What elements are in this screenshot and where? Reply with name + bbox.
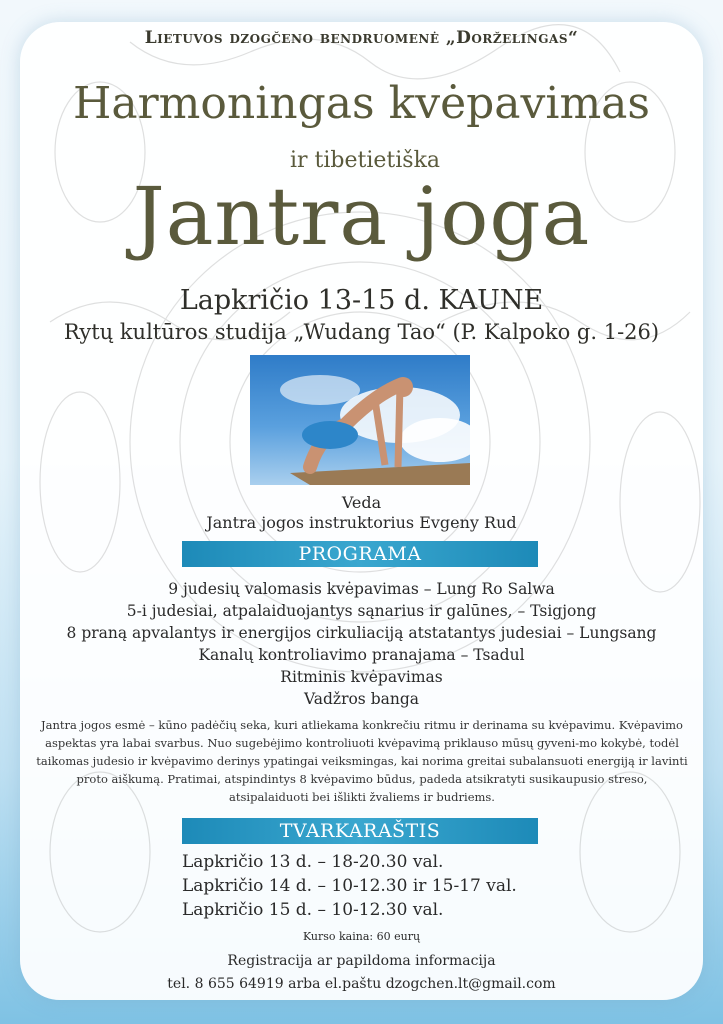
leader-label: Veda — [341, 493, 382, 512]
program-banner: PROGRAMA — [182, 541, 538, 567]
event-venue: Rytų kultūros studija „Wudang Tao“ (P. Kalpoko g. 1-26) — [63, 320, 660, 344]
course-price: Kurso kaina: 60 eurų — [302, 930, 421, 943]
title-yantra-yoga: Jantra joga — [132, 170, 591, 263]
program-item: 8 praną apvalantys ir energijos cirkuliaciją atstatantys judesiai – Lungsang — [66, 624, 657, 642]
program-item: 5-i judesiai, atpalaiduojantys sąnarius ir galūnes, – Tsigjong — [126, 602, 597, 620]
title-harmonious-breathing: Harmoningas kvėpavimas — [73, 78, 650, 129]
event-date-location: Lapkričio 13-15 d. KAUNE — [179, 285, 544, 316]
program-list — [0, 578, 723, 710]
registration-info: Registracija ar papildoma informacija — [227, 953, 496, 969]
schedule-list — [182, 850, 582, 922]
yoga-pose-illustration — [250, 355, 470, 485]
schedule-item: Lapkričio 14 d. – 10-12.30 ir 15-17 val. — [182, 876, 517, 896]
program-item: Ritminis kvėpavimas — [280, 668, 443, 686]
schedule-banner: TVARKARAŠTIS — [182, 818, 538, 844]
contact-info: tel. 8 655 64919 arba el.paštu dzogchen.lt@gmail.com — [167, 976, 556, 992]
program-item: Vadžros banga — [303, 690, 420, 708]
title-connector: ir tibetietiška — [290, 148, 441, 173]
schedule-item: Lapkričio 13 d. – 18-20.30 val. — [182, 852, 444, 872]
organization-name: Lietuvos dzogčeno bendruomenė „Dorželingas“ — [144, 28, 579, 48]
yoga-photo — [250, 355, 470, 485]
leader-name: Jantra jogos instruktorius Evgeny Rud — [206, 513, 517, 532]
schedule-item: Lapkričio 15 d. – 10-12.30 val. — [182, 900, 444, 920]
program-item: 9 judesių valomasis kvėpavimas – Lung Ro Salwa — [168, 580, 555, 598]
description-paragraph: Jantra jogos esmė – kūno padėčių seka, kuri atliekama konkrečiu ritmu ir derinama su kvėpavimu. Kvėpavimo aspektas yra labai svarbus. Nuo sugebėjimo kontroliuoti kvėpavimą priklauso mūsų gyveni-mo kokybė, todėl taikomas judesio ir kvėpavimo derinys ypatingai veiksmingas, kai norima greitai subalansuoti energiją ir lavinti proto aiškumą. Pratimai, atspindintys 8 kvėpavimo būdus, padeda atsikratyti susikaupusio streso, atsipalaiduoti bei išlikti žvaliems ir budriems. — [36, 718, 688, 804]
program-item: Kanalų kontroliavimo pranajama – Tsadul — [198, 646, 525, 664]
